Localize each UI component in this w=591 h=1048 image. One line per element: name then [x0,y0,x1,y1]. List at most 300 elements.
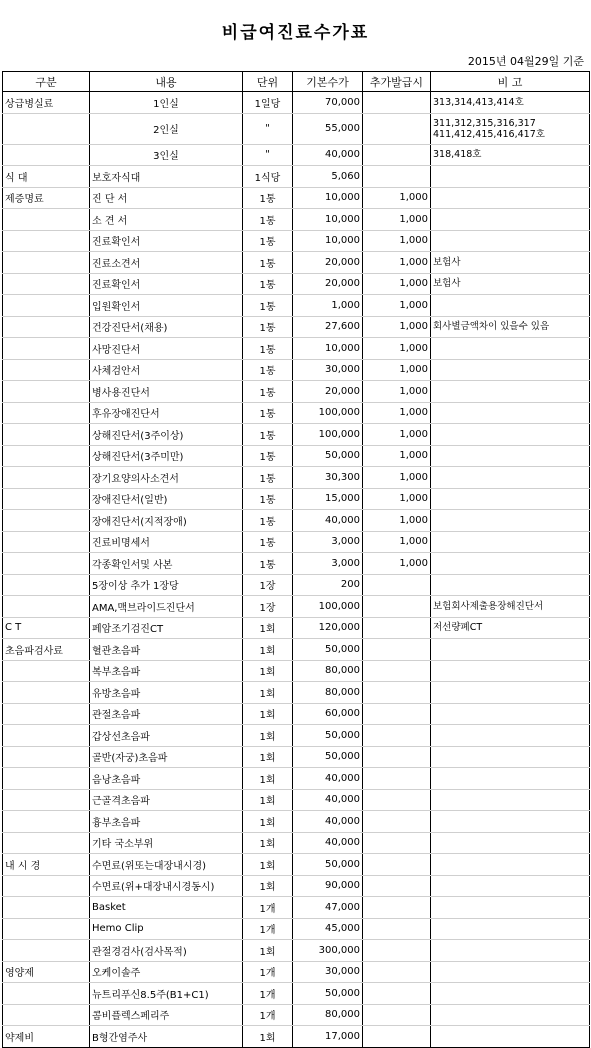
table-row [3,424,590,446]
base-fee-cell: 300,000 [293,940,363,962]
note-cell [431,703,590,725]
additional-fee-cell [363,682,431,704]
note-cell [431,682,590,704]
unit-cell: 1통 [243,510,293,532]
category-cell [3,531,90,553]
base-fee-cell: 40,000 [293,768,363,790]
note-cell [431,639,590,661]
table-row [3,918,590,940]
header-category: 구분 [3,72,90,92]
category-cell [3,316,90,338]
additional-fee-cell: 1,000 [363,402,431,424]
base-fee-cell: 80,000 [293,1004,363,1026]
unit-cell: 1회 [243,811,293,833]
unit-cell: 1통 [243,531,293,553]
base-fee-cell: 30,000 [293,961,363,983]
base-fee-cell: 5,060 [293,166,363,188]
content-cell: 상해진단서(3주이상) [90,424,243,446]
table-header-row [3,72,590,92]
base-fee-cell: 20,000 [293,273,363,295]
base-fee-cell: 80,000 [293,682,363,704]
table-row [3,897,590,919]
content-cell: 진료소견서 [90,252,243,274]
base-fee-cell: 100,000 [293,402,363,424]
note-cell [431,1026,590,1048]
base-fee-cell: 1,000 [293,295,363,317]
unit-cell: 1통 [243,402,293,424]
category-cell: 식 대 [3,166,90,188]
category-cell [3,789,90,811]
category-cell [3,359,90,381]
table-row [3,531,590,553]
table-row [3,617,590,639]
table-row [3,510,590,532]
additional-fee-cell: 1,000 [363,531,431,553]
table-row [3,488,590,510]
content-cell: 갑상선초음파 [90,725,243,747]
table-row [3,230,590,252]
category-cell [3,918,90,940]
additional-fee-cell [363,660,431,682]
additional-fee-cell: 1,000 [363,209,431,231]
additional-fee-cell [363,725,431,747]
content-cell: 음낭초음파 [90,768,243,790]
table-row [3,703,590,725]
header-content: 내용 [90,72,243,92]
table-row [3,252,590,274]
base-fee-cell: 3,000 [293,553,363,575]
unit-cell: 1통 [243,338,293,360]
base-fee-cell: 47,000 [293,897,363,919]
base-fee-cell: 3,000 [293,531,363,553]
category-cell [3,553,90,575]
note-cell [431,467,590,489]
content-cell: 근골격초음파 [90,789,243,811]
note-cell: 저선량폐CT [431,617,590,639]
note-cell: 311,312,315,316,317 411,412,415,416,417호 [431,113,590,144]
unit-cell: 1통 [243,273,293,295]
unit-cell: 1개 [243,1004,293,1026]
note-cell: 회사별금액차이 있을수 있음 [431,316,590,338]
unit-cell: 1회 [243,660,293,682]
category-cell: 영양제 [3,961,90,983]
category-cell [3,703,90,725]
table-row [3,983,590,1005]
note-cell [431,166,590,188]
table-row [3,113,590,144]
additional-fee-cell: 1,000 [363,252,431,274]
content-cell: 1인실 [90,92,243,114]
category-cell [3,209,90,231]
content-cell: 뉴트리푸신8.5주(B1+C1) [90,983,243,1005]
content-cell: 골반(자궁)초음파 [90,746,243,768]
note-cell [431,402,590,424]
additional-fee-cell [363,1004,431,1026]
category-cell [3,596,90,618]
content-cell: 사망진단서 [90,338,243,360]
content-cell: Basket [90,897,243,919]
table-row [3,209,590,231]
unit-cell: 1통 [243,381,293,403]
base-fee-cell: 50,000 [293,725,363,747]
category-cell [3,983,90,1005]
category-cell [3,811,90,833]
unit-cell: 1회 [243,682,293,704]
content-cell: 소 견 서 [90,209,243,231]
table-row [3,746,590,768]
content-cell: 장애진단서(지적장애) [90,510,243,532]
note-cell [431,660,590,682]
base-fee-cell: 30,000 [293,359,363,381]
additional-fee-cell [363,703,431,725]
category-cell [3,273,90,295]
base-fee-cell: 17,000 [293,1026,363,1048]
category-cell [3,144,90,166]
content-cell: 3인실 [90,144,243,166]
content-cell: 장기요양의사소견서 [90,467,243,489]
additional-fee-cell [363,768,431,790]
note-cell [431,940,590,962]
table-row [3,768,590,790]
additional-fee-cell: 1,000 [363,445,431,467]
unit-cell: 1회 [243,875,293,897]
table-row [3,940,590,962]
table-row [3,359,590,381]
category-cell: 제증명료 [3,187,90,209]
category-cell [3,295,90,317]
unit-cell: 1통 [243,467,293,489]
content-cell: 관절경검사(검사목적) [90,940,243,962]
table-row [3,187,590,209]
unit-cell: 1회 [243,639,293,661]
content-cell: 5장이상 추가 1장당 [90,574,243,596]
base-fee-cell: 10,000 [293,209,363,231]
base-fee-cell: 15,000 [293,488,363,510]
category-cell: 초음파검사료 [3,639,90,661]
base-fee-cell: 40,000 [293,144,363,166]
note-cell [431,875,590,897]
note-cell [431,187,590,209]
category-cell [3,725,90,747]
content-cell: AMA,맥브라이드진단서 [90,596,243,618]
base-fee-cell: 50,000 [293,445,363,467]
note-cell [431,488,590,510]
category-cell [3,424,90,446]
additional-fee-cell [363,92,431,114]
unit-cell: 1개 [243,983,293,1005]
content-cell: 건강진단서(채용) [90,316,243,338]
note-cell [431,381,590,403]
base-fee-cell: 100,000 [293,596,363,618]
base-fee-cell: 10,000 [293,338,363,360]
unit-cell: 1회 [243,832,293,854]
unit-cell: 1통 [243,445,293,467]
base-fee-cell: 40,000 [293,832,363,854]
unit-cell: 1회 [243,940,293,962]
table-row [3,854,590,876]
table-row [3,402,590,424]
note-cell: 313,314,413,414호 [431,92,590,114]
additional-fee-cell: 1,000 [363,488,431,510]
content-cell: 진료확인서 [90,230,243,252]
category-cell [3,660,90,682]
content-cell: 진료비명세서 [90,531,243,553]
table-row [3,875,590,897]
table-row [3,574,590,596]
additional-fee-cell [363,875,431,897]
additional-fee-cell [363,574,431,596]
table-row [3,682,590,704]
additional-fee-cell: 1,000 [363,467,431,489]
content-cell: 흉부초음파 [90,811,243,833]
category-cell [3,682,90,704]
unit-cell: 1통 [243,488,293,510]
base-fee-cell: 50,000 [293,639,363,661]
fee-table [2,71,590,1048]
base-fee-cell: 80,000 [293,660,363,682]
unit-cell: 1일당 [243,92,293,114]
category-cell: C T [3,617,90,639]
note-cell [431,725,590,747]
additional-fee-cell [363,639,431,661]
table-row [3,639,590,661]
additional-fee-cell: 1,000 [363,510,431,532]
base-fee-cell: 10,000 [293,187,363,209]
additional-fee-cell [363,1026,431,1048]
unit-cell: 1통 [243,295,293,317]
additional-fee-cell [363,832,431,854]
note-cell [431,789,590,811]
base-fee-cell: 100,000 [293,424,363,446]
category-cell [3,746,90,768]
content-cell: 오케이솔주 [90,961,243,983]
unit-cell: 1통 [243,230,293,252]
unit-cell: 1통 [243,359,293,381]
content-cell: 기타 국소부위 [90,832,243,854]
content-cell: 사체검안서 [90,359,243,381]
content-cell: Hemo Clip [90,918,243,940]
table-row [3,166,590,188]
table-row [3,316,590,338]
note-cell [431,918,590,940]
content-cell: 후유장애진단서 [90,402,243,424]
additional-fee-cell [363,854,431,876]
content-cell: 페암조기검진CT [90,617,243,639]
base-fee-cell: 50,000 [293,854,363,876]
category-cell [3,574,90,596]
fee-table-body [3,92,590,1048]
note-cell [431,445,590,467]
additional-fee-cell: 1,000 [363,316,431,338]
unit-cell: 1식당 [243,166,293,188]
table-row [3,725,590,747]
additional-fee-cell [363,961,431,983]
note-cell [431,338,590,360]
note-cell [431,1004,590,1026]
additional-fee-cell: 1,000 [363,381,431,403]
category-cell [3,230,90,252]
content-cell: 콤비플렉스페리주 [90,1004,243,1026]
note-cell [431,531,590,553]
note-cell [431,983,590,1005]
note-cell: 보험회사제출용장해진단서 [431,596,590,618]
header-additional-fee: 추가발급시 [363,72,431,92]
table-row [3,467,590,489]
category-cell [3,381,90,403]
additional-fee-cell: 1,000 [363,230,431,252]
table-row [3,92,590,114]
base-fee-cell: 70,000 [293,92,363,114]
category-cell [3,445,90,467]
content-cell: 2인실 [90,113,243,144]
unit-cell: 1회 [243,617,293,639]
table-row [3,381,590,403]
table-row [3,832,590,854]
category-cell [3,338,90,360]
base-fee-cell: 90,000 [293,875,363,897]
base-fee-cell: 200 [293,574,363,596]
unit-cell: 1통 [243,209,293,231]
note-cell [431,961,590,983]
note-cell: 보험사 [431,273,590,295]
category-cell: 약제비 [3,1026,90,1048]
additional-fee-cell [363,166,431,188]
note-cell [431,230,590,252]
base-fee-cell: 120,000 [293,617,363,639]
table-row [3,1004,590,1026]
content-cell: 병사용진단서 [90,381,243,403]
category-cell [3,875,90,897]
additional-fee-cell [363,983,431,1005]
note-cell: 318,418호 [431,144,590,166]
unit-cell: 1통 [243,252,293,274]
additional-fee-cell [363,113,431,144]
additional-fee-cell: 1,000 [363,187,431,209]
category-cell [3,940,90,962]
category-cell [3,768,90,790]
note-cell [431,295,590,317]
note-cell [431,746,590,768]
category-cell [3,252,90,274]
table-row [3,811,590,833]
note-cell: 보험사 [431,252,590,274]
table-row [3,338,590,360]
unit-cell: 1통 [243,316,293,338]
content-cell: 유방초음파 [90,682,243,704]
unit-cell: 1장 [243,596,293,618]
additional-fee-cell [363,789,431,811]
content-cell: 수면료(위+대장내시경동시) [90,875,243,897]
unit-cell: 1회 [243,703,293,725]
content-cell: 상해진단서(3주미만) [90,445,243,467]
content-cell: 각종확인서및 사본 [90,553,243,575]
content-cell: 복부초음파 [90,660,243,682]
content-cell: 혈관초음파 [90,639,243,661]
header-unit: 단위 [243,72,293,92]
note-cell [431,854,590,876]
additional-fee-cell: 1,000 [363,338,431,360]
additional-fee-cell: 1,000 [363,295,431,317]
table-row [3,789,590,811]
content-cell: 진료확인서 [90,273,243,295]
content-cell: 관절초음파 [90,703,243,725]
category-cell: 상급병실료 [3,92,90,114]
page-title: 비급여진료수가표 [221,23,370,43]
additional-fee-cell [363,897,431,919]
unit-cell: " [243,144,293,166]
category-cell: 내 시 경 [3,854,90,876]
header-base-fee: 기본수가 [293,72,363,92]
category-cell [3,113,90,144]
note-cell [431,832,590,854]
additional-fee-cell [363,746,431,768]
unit-cell: 1회 [243,746,293,768]
additional-fee-cell [363,811,431,833]
unit-cell: 1회 [243,768,293,790]
base-fee-cell: 50,000 [293,746,363,768]
note-cell [431,424,590,446]
base-fee-cell: 20,000 [293,381,363,403]
reference-date: 2015년 04월29일 기준 [467,55,584,68]
table-row [3,1026,590,1048]
additional-fee-cell [363,596,431,618]
additional-fee-cell: 1,000 [363,359,431,381]
note-cell [431,574,590,596]
category-cell [3,897,90,919]
additional-fee-cell [363,918,431,940]
table-row [3,961,590,983]
unit-cell: 1회 [243,1026,293,1048]
note-cell [431,553,590,575]
base-fee-cell: 40,000 [293,510,363,532]
category-cell [3,467,90,489]
content-cell: 장애진단서(일반) [90,488,243,510]
note-cell [431,897,590,919]
note-cell [431,768,590,790]
table-row [3,596,590,618]
unit-cell: 1회 [243,789,293,811]
unit-cell: 1통 [243,187,293,209]
category-cell [3,832,90,854]
unit-cell: 1통 [243,553,293,575]
base-fee-cell: 60,000 [293,703,363,725]
base-fee-cell: 40,000 [293,789,363,811]
content-cell: 입원확인서 [90,295,243,317]
table-row [3,295,590,317]
content-cell: 보호자식대 [90,166,243,188]
content-cell: 수면료(위또는대장내시경) [90,854,243,876]
additional-fee-cell: 1,000 [363,273,431,295]
table-row [3,660,590,682]
header-note: 비 고 [431,72,590,92]
category-cell [3,488,90,510]
unit-cell: 1회 [243,725,293,747]
base-fee-cell: 40,000 [293,811,363,833]
additional-fee-cell [363,617,431,639]
note-cell [431,811,590,833]
note-cell [431,359,590,381]
note-cell [431,209,590,231]
unit-cell: 1개 [243,918,293,940]
unit-cell: 1개 [243,961,293,983]
table-row [3,144,590,166]
base-fee-cell: 10,000 [293,230,363,252]
unit-cell: " [243,113,293,144]
note-cell [431,510,590,532]
base-fee-cell: 30,300 [293,467,363,489]
table-row [3,273,590,295]
unit-cell: 1회 [243,854,293,876]
